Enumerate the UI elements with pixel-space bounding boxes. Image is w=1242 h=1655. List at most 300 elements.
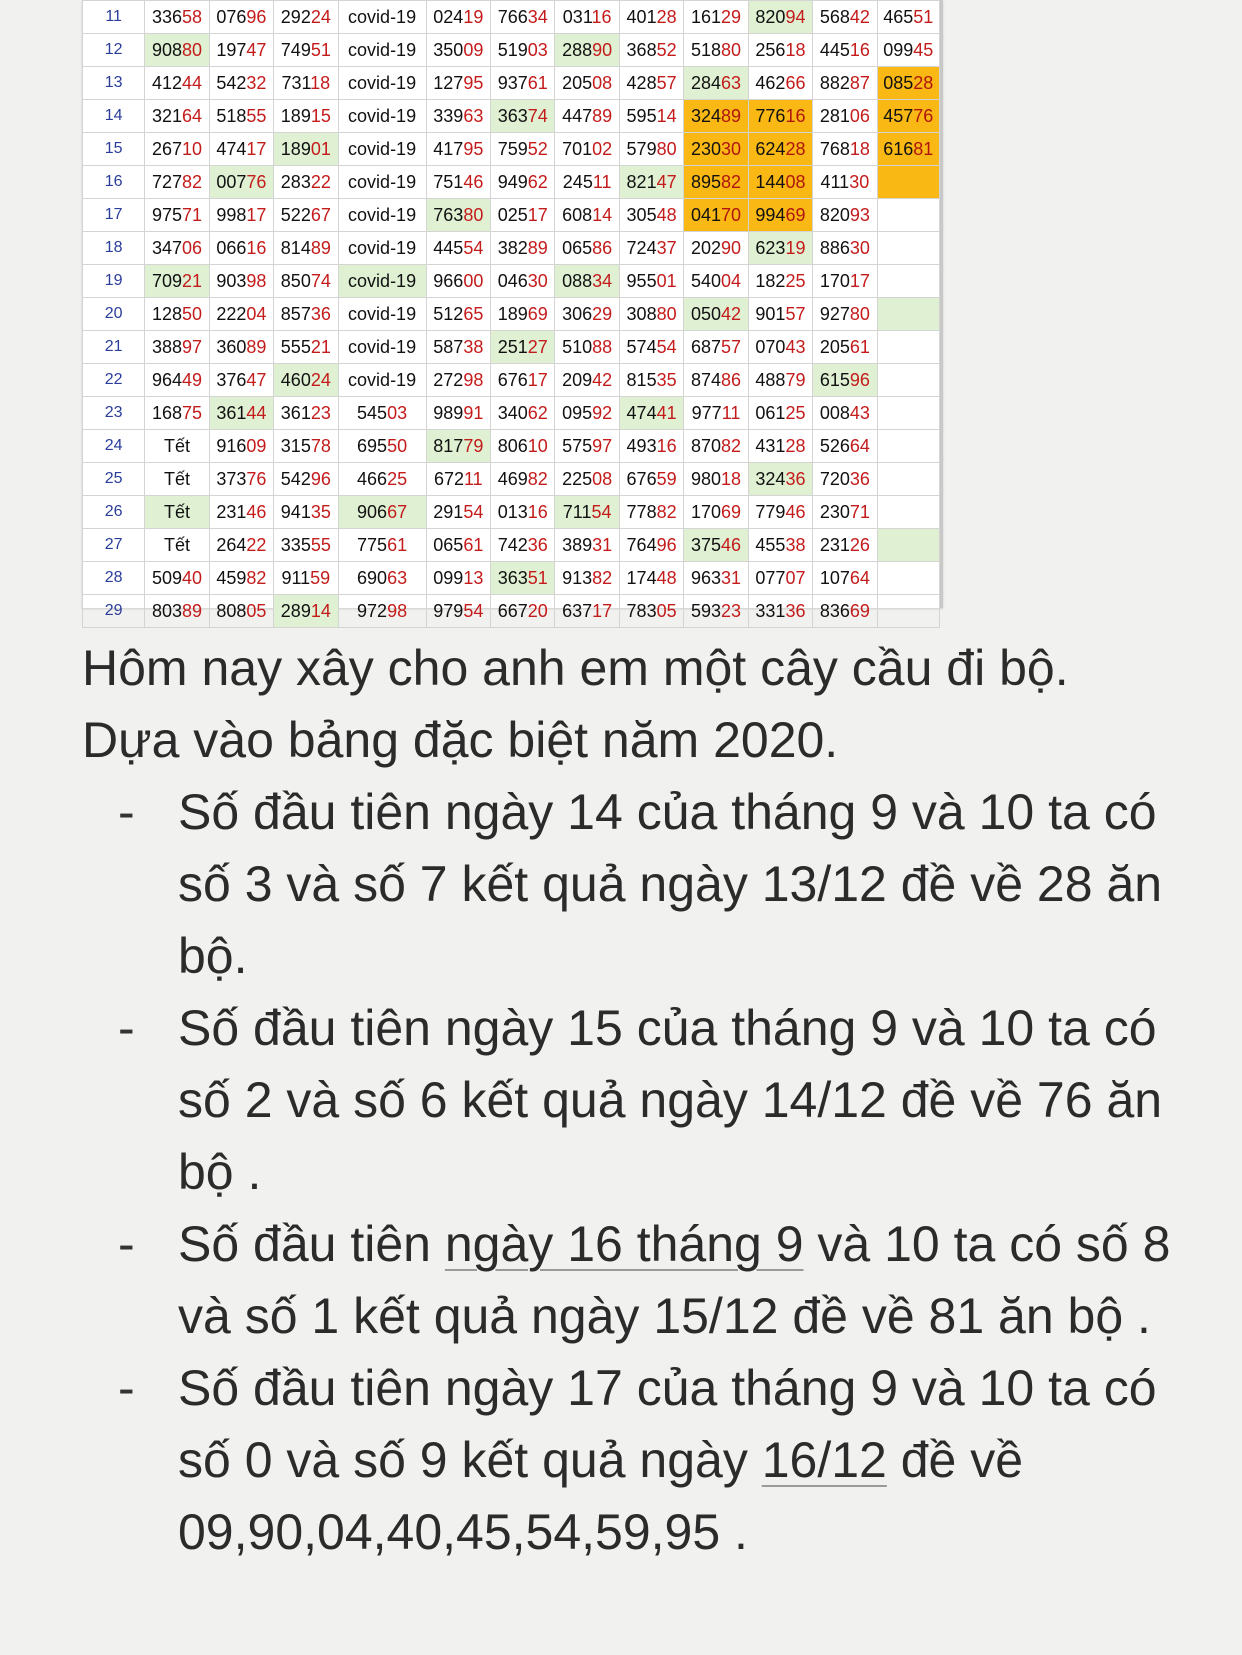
- table-cell: [145, 298, 209, 331]
- cell-head-digits: 510: [562, 336, 593, 357]
- cell-head-digits: 966: [433, 270, 464, 291]
- table-cell: [426, 331, 490, 364]
- table-cell: [748, 1, 812, 34]
- cell-head-digits: 065: [562, 237, 593, 258]
- cell-tail-digits: 44: [246, 402, 267, 423]
- cell-head-digits: 836: [819, 600, 850, 621]
- table-cell: covid-19: [338, 364, 426, 397]
- cell-tail-digits: 18: [721, 468, 742, 489]
- table-cell: [748, 166, 812, 199]
- table-cell: [426, 397, 490, 430]
- table-cell: [619, 595, 683, 628]
- cell-head-digits: 616: [883, 138, 914, 159]
- cell-head-digits: 431: [755, 435, 786, 456]
- table-row: [83, 34, 940, 67]
- cell-tail-digits: 07: [785, 567, 806, 588]
- table-cell: [555, 430, 619, 463]
- cell-head-digits: 540: [690, 270, 722, 291]
- cell-tail-digits: 97: [592, 435, 613, 456]
- cell-tail-digits: 16: [785, 105, 806, 126]
- cell-head-digits: 522: [280, 204, 311, 225]
- cell-tail-digits: 14: [656, 105, 677, 126]
- cell-tail-digits: 79: [463, 435, 484, 456]
- table-row: [83, 232, 940, 265]
- list-item: [82, 1352, 1202, 1568]
- table-cell: [813, 34, 877, 67]
- cell-head-digits: 061: [755, 402, 786, 423]
- table-cell: [209, 430, 273, 463]
- table-cell: [748, 34, 812, 67]
- cell-head-digits: 339: [433, 105, 464, 126]
- text-segment: Số đầu tiên: [178, 1216, 445, 1272]
- table-cell: [619, 265, 683, 298]
- table-cell: [813, 463, 877, 496]
- cell-head-digits: 455: [755, 534, 786, 555]
- table-cell: [748, 67, 812, 100]
- cell-head-digits: 542: [280, 468, 311, 489]
- cell-tail-digits: 15: [310, 105, 331, 126]
- row-number: 18: [83, 232, 145, 265]
- row-number: 13: [83, 67, 145, 100]
- cell-tail-digits: 41: [656, 402, 677, 423]
- cell-tail-digits: 27: [527, 336, 548, 357]
- cell-tail-digits: 54: [656, 336, 677, 357]
- cell-head-digits: 724: [626, 237, 657, 258]
- table-cell: [274, 430, 338, 463]
- cell-head-digits: 998: [216, 204, 247, 225]
- cell-tail-digits: 17: [246, 138, 267, 159]
- table-cell: [209, 298, 273, 331]
- table-cell: [684, 364, 748, 397]
- cell-head-digits: 720: [819, 468, 850, 489]
- table-cell: [274, 199, 338, 232]
- cell-tail-digits: 67: [310, 204, 331, 225]
- cell-head-digits: 637: [562, 600, 593, 621]
- cell-head-digits: 363: [497, 567, 528, 588]
- table-cell: [684, 496, 748, 529]
- table-cell: [491, 496, 555, 529]
- cell-head-digits: 727: [151, 171, 182, 192]
- cell-head-digits: 412: [151, 72, 182, 93]
- table-row: [83, 265, 940, 298]
- cell-head-digits: 568: [819, 6, 850, 27]
- cell-tail-digits: 61: [527, 72, 548, 93]
- cell-tail-digits: 54: [463, 600, 484, 621]
- cell-head-digits: 447: [562, 105, 593, 126]
- table-cell: [209, 496, 273, 529]
- table-cell: [274, 298, 338, 331]
- cell-head-digits: 817: [433, 435, 464, 456]
- cell-tail-digits: 23: [310, 402, 331, 423]
- cell-head-digits: 189: [280, 138, 311, 159]
- table-cell: [813, 100, 877, 133]
- cell-head-digits: 321: [151, 105, 182, 126]
- cell-tail-digits: 82: [527, 468, 548, 489]
- row-number: 28: [83, 562, 145, 595]
- cell-head-digits: 901: [755, 303, 786, 324]
- table-cell: [274, 595, 338, 628]
- cell-head-digits: 587: [433, 336, 464, 357]
- text-segment: và 10 ta có số 8 và số 1 kết quả ngày 15/12 đề về 81 ăn bộ .: [178, 1216, 1171, 1344]
- cell-tail-digits: 45: [913, 39, 934, 60]
- cell-head-digits: 821: [626, 171, 657, 192]
- cell-tail-digits: 50: [387, 435, 408, 456]
- cell-head-digits: 222: [216, 303, 247, 324]
- cell-tail-digits: 26: [849, 534, 870, 555]
- table-cell: [877, 496, 939, 529]
- text-segment: đề về 09,90,04,40,45,54,59,95 .: [178, 1432, 1024, 1560]
- cell-head-digits: 608: [562, 204, 593, 225]
- cell-tail-digits: 11: [592, 171, 612, 192]
- cell-tail-digits: 52: [527, 138, 548, 159]
- table-cell: [813, 265, 877, 298]
- table-cell: [877, 232, 939, 265]
- cell-tail-digits: 01: [310, 138, 331, 159]
- table-cell: [877, 595, 939, 628]
- cell-tail-digits: 21: [310, 336, 331, 357]
- cell-tail-digits: 16: [656, 435, 677, 456]
- cell-tail-digits: 79: [785, 369, 806, 390]
- cell-head-digits: 289: [280, 600, 311, 621]
- table-cell: [426, 430, 490, 463]
- table-cell: [145, 562, 209, 595]
- cell-tail-digits: 80: [721, 39, 742, 60]
- table-cell: [426, 364, 490, 397]
- cell-head-digits: 305: [626, 204, 657, 225]
- underlined-date: 16/12: [761, 1432, 887, 1488]
- table-cell: [209, 133, 273, 166]
- cell-tail-digits: 28: [785, 138, 806, 159]
- table-cell: [209, 397, 273, 430]
- cell-head-digits: 518: [690, 39, 722, 60]
- cell-head-digits: 144: [755, 171, 786, 192]
- table-cell: [491, 595, 555, 628]
- intro-line-2: Dựa vào bảng đặc biệt năm 2020.: [82, 712, 839, 768]
- cell-tail-digits: 30: [527, 270, 548, 291]
- cell-tail-digits: 30: [849, 237, 870, 258]
- table-cell: [619, 331, 683, 364]
- table-cell: [274, 397, 338, 430]
- cell-tail-digits: 31: [721, 567, 742, 588]
- cell-head-digits: 964: [151, 369, 182, 390]
- table-cell: [338, 496, 426, 529]
- cell-head-digits: 927: [819, 303, 850, 324]
- list-item-text: [178, 1352, 1202, 1568]
- cell-tail-digits: 69: [849, 600, 870, 621]
- row-number: 19: [83, 265, 145, 298]
- cell-head-digits: 955: [626, 270, 657, 291]
- table-cell: [748, 496, 812, 529]
- table-cell: [426, 166, 490, 199]
- cell-tail-digits: 42: [721, 303, 742, 324]
- table-cell: [748, 100, 812, 133]
- table-cell: covid-19: [338, 331, 426, 364]
- cell-tail-digits: 90: [592, 39, 613, 60]
- table-cell: [619, 463, 683, 496]
- cell-head-digits: 766: [497, 6, 528, 27]
- table-cell: [684, 529, 748, 562]
- cell-head-digits: 205: [819, 336, 850, 357]
- cell-head-digits: 231: [216, 501, 247, 522]
- cell-tail-digits: 43: [785, 336, 806, 357]
- table-row: [83, 397, 940, 430]
- table-cell: [619, 67, 683, 100]
- row-number: 27: [83, 529, 145, 562]
- cell-tail-digits: 23: [721, 600, 742, 621]
- cell-tail-digits: 42: [592, 369, 613, 390]
- table-cell: [555, 265, 619, 298]
- dash-marker: -: [118, 1216, 135, 1272]
- table-cell: [619, 496, 683, 529]
- table-cell: [813, 364, 877, 397]
- cell-tail-digits: 28: [913, 72, 934, 93]
- table-cell: [555, 496, 619, 529]
- table-cell: [338, 562, 426, 595]
- cell-head-digits: 776: [755, 105, 786, 126]
- table-cell: covid-19: [338, 100, 426, 133]
- table-cell: [209, 595, 273, 628]
- cell-tail-digits: 25: [387, 468, 408, 489]
- table-cell: covid-19: [338, 133, 426, 166]
- cell-tail-digits: 16: [849, 39, 870, 60]
- cell-tail-digits: 13: [463, 567, 484, 588]
- table-cell: [877, 67, 939, 100]
- cell-head-digits: 615: [819, 369, 850, 390]
- table-cell: [877, 199, 939, 232]
- cell-tail-digits: 89: [246, 336, 267, 357]
- cell-tail-digits: 10: [182, 138, 203, 159]
- row-number: 22: [83, 364, 145, 397]
- cell-tail-digits: 76: [246, 171, 267, 192]
- table-cell: [877, 166, 939, 199]
- cell-tail-digits: 87: [849, 72, 870, 93]
- table-cell: [684, 562, 748, 595]
- table-cell: [684, 331, 748, 364]
- cell-head-digits: 315: [280, 435, 311, 456]
- cell-tail-digits: 44: [182, 72, 203, 93]
- cell-head-digits: 428: [626, 72, 657, 93]
- table-cell: [555, 331, 619, 364]
- table-cell: [619, 397, 683, 430]
- table-cell: [274, 67, 338, 100]
- table-cell: [619, 364, 683, 397]
- table-cell: [426, 67, 490, 100]
- cell-tail-digits: 16: [527, 501, 548, 522]
- row-number: 21: [83, 331, 145, 364]
- table-cell: [274, 100, 338, 133]
- cell-tail-digits: 50: [182, 303, 203, 324]
- cell-head-digits: 545: [357, 402, 388, 423]
- table-body: [83, 1, 940, 628]
- cell-head-digits: 376: [216, 369, 247, 390]
- cell-tail-digits: 55: [246, 105, 267, 126]
- table-cell: [209, 463, 273, 496]
- cell-head-digits: 768: [819, 138, 850, 159]
- table-row: [83, 331, 940, 364]
- cell-head-digits: 288: [562, 39, 593, 60]
- table-cell: [877, 562, 939, 595]
- cell-head-digits: 474: [626, 402, 657, 423]
- cell-tail-digits: 18: [310, 72, 331, 93]
- table-cell: [813, 529, 877, 562]
- cell-head-digits: 168: [151, 402, 182, 423]
- cell-tail-digits: 03: [387, 402, 408, 423]
- table-cell: covid-19: [338, 1, 426, 34]
- cell-tail-digits: 82: [656, 501, 677, 522]
- cell-head-digits: 493: [626, 435, 657, 456]
- cell-head-digits: 046: [497, 270, 528, 291]
- cell-tail-digits: 37: [656, 237, 677, 258]
- cell-tail-digits: 17: [849, 270, 870, 291]
- cell-tail-digits: 05: [656, 600, 677, 621]
- cell-head-digits: 095: [562, 402, 593, 423]
- cell-tail-digits: 28: [656, 6, 677, 27]
- table-cell: [877, 298, 939, 331]
- table-cell: [684, 265, 748, 298]
- cell-head-digits: 469: [497, 468, 528, 489]
- cell-tail-digits: 16: [246, 237, 267, 258]
- table-cell: [748, 331, 812, 364]
- table-cell: [145, 265, 209, 298]
- table-cell: [209, 166, 273, 199]
- cell-head-digits: 975: [151, 204, 182, 225]
- cell-head-digits: 340: [497, 402, 528, 423]
- cell-tail-digits: 35: [310, 501, 331, 522]
- cell-head-digits: 980: [690, 468, 722, 489]
- table-cell: [619, 34, 683, 67]
- table-cell: [555, 199, 619, 232]
- table-cell: [145, 595, 209, 628]
- table-cell: [748, 595, 812, 628]
- row-number: 26: [83, 496, 145, 529]
- cell-tail-digits: 14: [310, 600, 331, 621]
- cell-head-digits: 050: [690, 303, 722, 324]
- cell-head-digits: 775: [357, 534, 388, 555]
- dash-marker: -: [118, 1360, 135, 1416]
- table-row: [83, 166, 940, 199]
- cell-head-digits: 445: [433, 237, 464, 258]
- table-cell: [426, 133, 490, 166]
- cell-head-digits: 041: [690, 204, 722, 225]
- cell-head-digits: 306: [562, 303, 593, 324]
- cell-tail-digits: 64: [849, 567, 870, 588]
- table-cell: [145, 397, 209, 430]
- cell-tail-digits: 96: [246, 6, 267, 27]
- cell-head-digits: 903: [216, 270, 247, 291]
- cell-tail-digits: 43: [849, 402, 870, 423]
- cell-tail-digits: 80: [656, 303, 677, 324]
- cell-head-digits: 076: [216, 6, 247, 27]
- cell-tail-digits: 89: [182, 600, 203, 621]
- cell-tail-digits: 32: [246, 72, 267, 93]
- table-cell: [748, 397, 812, 430]
- cell-tail-digits: 98: [387, 600, 408, 621]
- table-cell: [426, 298, 490, 331]
- table-row: [83, 1, 940, 34]
- cell-head-digits: 361: [280, 402, 311, 423]
- cell-tail-digits: 59: [656, 468, 677, 489]
- cell-head-digits: 911: [281, 567, 311, 588]
- table-row: [83, 562, 940, 595]
- table-cell: [619, 298, 683, 331]
- table-cell: [491, 100, 555, 133]
- table-cell: [209, 1, 273, 34]
- cell-tail-digits: 30: [721, 138, 742, 159]
- cell-tail-digits: 80: [182, 39, 203, 60]
- table-cell: [555, 34, 619, 67]
- cell-head-digits: 389: [562, 534, 593, 555]
- results-table-screenshot: [82, 0, 943, 621]
- table-cell: [684, 298, 748, 331]
- cell-tail-digits: 63: [387, 567, 408, 588]
- table-cell: [813, 232, 877, 265]
- table-cell: [491, 67, 555, 100]
- table-cell: [555, 298, 619, 331]
- cell-tail-digits: 69: [785, 204, 806, 225]
- cell-head-digits: 579: [626, 138, 657, 159]
- table-cell: [813, 595, 877, 628]
- table-cell: [209, 364, 273, 397]
- table-cell: [145, 199, 209, 232]
- cell-head-digits: 231: [819, 534, 850, 555]
- cell-head-digits: 189: [280, 105, 311, 126]
- cell-head-digits: 170: [819, 270, 850, 291]
- table-cell: [877, 397, 939, 430]
- cell-head-digits: 937: [497, 72, 528, 93]
- cell-head-digits: 459: [216, 567, 247, 588]
- cell-tail-digits: 31: [592, 534, 613, 555]
- cell-head-digits: 764: [626, 534, 657, 555]
- cell-head-digits: 209: [562, 369, 593, 390]
- cell-head-digits: 466: [357, 468, 388, 489]
- cell-head-digits: 264: [216, 534, 247, 555]
- cell-head-digits: 281: [819, 105, 850, 126]
- cell-tail-digits: 28: [785, 435, 806, 456]
- table-cell: [877, 331, 939, 364]
- cell-tail-digits: 96: [656, 534, 677, 555]
- table-cell: [491, 166, 555, 199]
- table-cell: [209, 529, 273, 562]
- table-row: [83, 133, 940, 166]
- table-cell: [684, 166, 748, 199]
- table-cell: covid-19: [338, 67, 426, 100]
- cell-head-digits: 085: [883, 72, 914, 93]
- text-segment: Số đầu tiên ngày 17 của tháng 9 và 10 ta có số 0 và số 9 kết quả ngày: [178, 1360, 1157, 1488]
- table-cell: [555, 67, 619, 100]
- cell-tail-digits: 47: [246, 39, 267, 60]
- table-cell: [338, 397, 426, 430]
- table-cell: [684, 133, 748, 166]
- table-cell: [619, 133, 683, 166]
- cell-head-digits: 205: [562, 72, 593, 93]
- table-cell: covid-19: [338, 199, 426, 232]
- cell-tail-digits: 69: [527, 303, 548, 324]
- table-cell: [619, 1, 683, 34]
- table-cell: covid-19: [338, 265, 426, 298]
- cell-tail-digits: 91: [463, 402, 484, 423]
- table-cell: [813, 199, 877, 232]
- table-row: [83, 529, 940, 562]
- cell-tail-digits: 10: [527, 435, 548, 456]
- table-cell: [145, 364, 209, 397]
- cell-tail-digits: 51: [913, 6, 934, 27]
- table-cell: [555, 595, 619, 628]
- table-cell: [684, 67, 748, 100]
- table-cell: [274, 364, 338, 397]
- dash-marker: -: [118, 784, 135, 840]
- table-cell: [748, 298, 812, 331]
- table-cell: [555, 232, 619, 265]
